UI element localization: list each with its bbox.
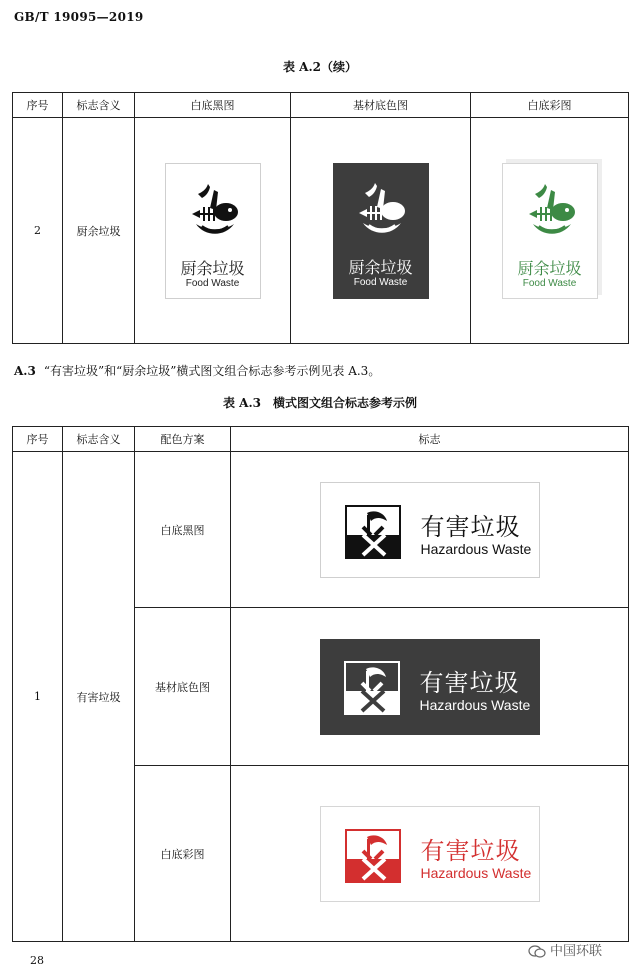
col-header-substrate: 基材底色图	[291, 93, 471, 118]
sign-label-en: Food Waste	[353, 276, 408, 288]
chat-bubble-icon	[528, 945, 546, 959]
row-seq: 2	[13, 118, 63, 344]
table-row	[13, 452, 629, 608]
col-header-white-black: 白底黑图	[135, 93, 291, 118]
sign-label-en: Food Waste	[522, 277, 577, 289]
table-a2	[12, 92, 629, 344]
sign-label-en: Hazardous Waste	[420, 864, 532, 881]
scheme-white-color: 白底彩图	[135, 766, 231, 942]
sign-cell-color	[471, 118, 629, 344]
sign-cell-color	[231, 766, 629, 942]
hazardous-waste-icon	[345, 829, 401, 883]
fish-bone-icon	[523, 180, 579, 242]
food-waste-sign-white	[165, 163, 261, 299]
clause-number: A.3	[14, 364, 36, 378]
scheme-white-black: 白底黑图	[135, 452, 231, 608]
sign-cell-white	[135, 118, 291, 344]
food-waste-sign-color	[502, 163, 598, 299]
sign-label-cn: 厨余垃圾	[517, 258, 582, 278]
clause-text: “有害垃圾”和“厨余垃圾”横式图文组合标志参考示例见表 A.3。	[43, 364, 381, 378]
table-a2-caption: 表 A.2（续）	[282, 60, 358, 74]
col-header-scheme: 配色方案	[135, 427, 231, 452]
watermark	[528, 940, 602, 959]
sign-label-cn: 厨余垃圾	[348, 257, 413, 277]
page-number: 28	[30, 954, 44, 967]
sign-label-cn: 有害垃圾	[420, 836, 521, 865]
col-header-meaning: 标志含义	[63, 427, 135, 452]
hazardous-sign-white	[320, 482, 540, 578]
sign-label-cn: 有害垃圾	[419, 668, 520, 697]
hazardous-waste-icon	[344, 661, 400, 715]
table-row	[13, 118, 629, 344]
sign-cell-substrate	[231, 608, 629, 766]
fish-bone-icon	[353, 179, 409, 241]
sign-label-cn: 有害垃圾	[420, 512, 521, 541]
row-meaning: 厨余垃圾	[63, 118, 135, 344]
fish-bone-icon	[186, 180, 242, 242]
hazardous-sign-color	[320, 806, 540, 902]
table-a3-caption: 表 A.3 横式图文组合标志参考示例	[222, 396, 418, 410]
food-waste-sign-dark	[333, 163, 429, 299]
hazardous-sign-dark	[320, 639, 540, 735]
sign-label-en: Food Waste	[185, 277, 240, 289]
sign-label-cn: 厨余垃圾	[180, 258, 245, 278]
sign-label-en: Hazardous Waste	[419, 696, 531, 713]
col-header-meaning: 标志含义	[63, 93, 135, 118]
col-header-seq: 序号	[13, 93, 63, 118]
table-a3	[12, 426, 629, 942]
watermark-text: 中国环联	[550, 944, 603, 959]
row-meaning: 有害垃圾	[63, 452, 135, 942]
col-header-sign: 标志	[231, 427, 629, 452]
col-header-white-color: 白底彩图	[471, 93, 629, 118]
sign-label-en: Hazardous Waste	[420, 540, 532, 557]
sign-cell-white	[231, 452, 629, 608]
col-header-seq: 序号	[13, 427, 63, 452]
clause-a3	[14, 362, 380, 379]
row-seq: 1	[13, 452, 63, 942]
sign-cell-substrate	[291, 118, 471, 344]
standard-code: GB/T 19095—2019	[14, 10, 144, 24]
scheme-substrate: 基材底色图	[135, 608, 231, 766]
hazardous-waste-icon	[345, 505, 401, 559]
